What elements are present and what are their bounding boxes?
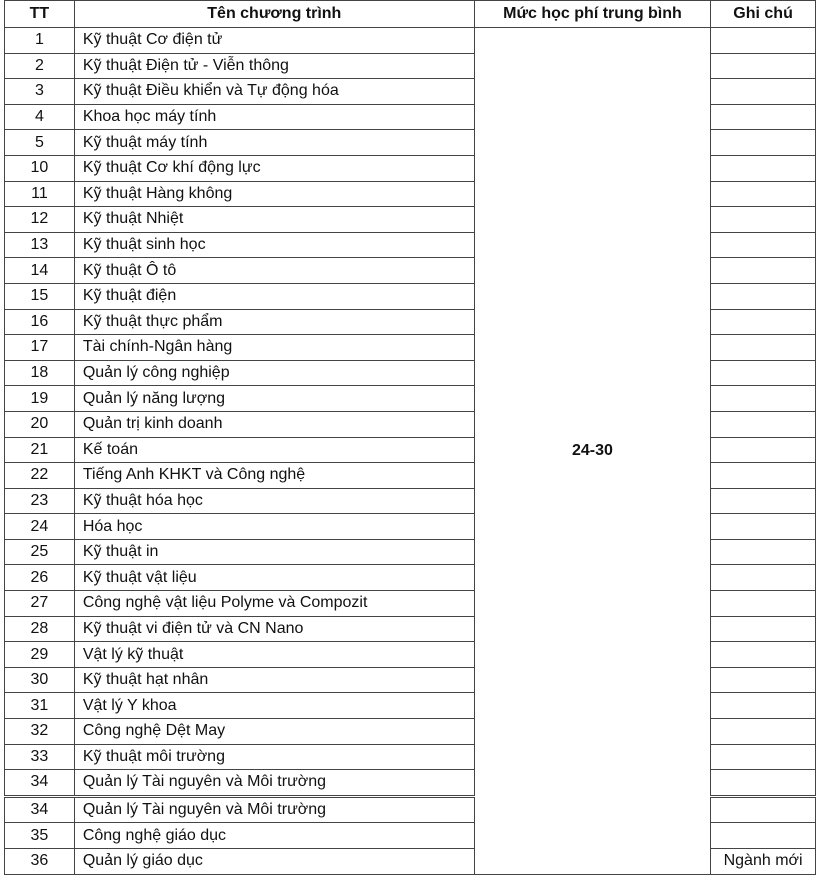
- row-note: [711, 258, 816, 284]
- row-note: [711, 796, 816, 823]
- row-program-name: Kỹ thuật vật liệu: [74, 565, 474, 591]
- row-tt: 34: [5, 770, 75, 797]
- row-program-name: Kỹ thuật Điện tử - Viễn thông: [74, 53, 474, 79]
- row-program-name: Kỹ thuật thực phẩm: [74, 309, 474, 335]
- tuition-table: [4, 0, 816, 875]
- row-program-name: Kỹ thuật Cơ khí động lực: [74, 155, 474, 181]
- row-tt: 11: [5, 181, 75, 207]
- row-program-name: Kỹ thuật hóa học: [74, 488, 474, 514]
- row-program-name: Kỹ thuật Ô tô: [74, 258, 474, 284]
- row-tt: 18: [5, 360, 75, 386]
- row-note: [711, 155, 816, 181]
- row-note: [711, 386, 816, 412]
- row-note: [711, 283, 816, 309]
- row-program-name: Hóa học: [74, 514, 474, 540]
- row-program-name: Quản lý Tài nguyên và Môi trường: [74, 796, 474, 823]
- header-note: Ghi chú: [711, 1, 816, 28]
- row-tt: 20: [5, 411, 75, 437]
- row-note: [711, 693, 816, 719]
- header-row: [5, 1, 816, 28]
- table-row: [5, 28, 816, 54]
- row-program-name: Công nghệ giáo dục: [74, 823, 474, 849]
- row-tt: 15: [5, 283, 75, 309]
- row-note: [711, 28, 816, 54]
- row-tt: 4: [5, 104, 75, 130]
- row-tt: 5: [5, 130, 75, 156]
- row-tt: 25: [5, 539, 75, 565]
- row-note: [711, 130, 816, 156]
- row-note: [711, 104, 816, 130]
- row-program-name: Tài chính-Ngân hàng: [74, 335, 474, 361]
- row-program-name: Kỹ thuật Điều khiển và Tự động hóa: [74, 79, 474, 105]
- header-program-name: Tên chương trình: [74, 1, 474, 28]
- row-program-name: Công nghệ vật liệu Polyme và Compozit: [74, 591, 474, 617]
- row-program-name: Kỹ thuật máy tính: [74, 130, 474, 156]
- row-note: [711, 232, 816, 258]
- row-program-name: Kế toán: [74, 437, 474, 463]
- row-tt: 13: [5, 232, 75, 258]
- row-tt: 21: [5, 437, 75, 463]
- row-note: [711, 642, 816, 668]
- row-note: [711, 514, 816, 540]
- row-tt: 28: [5, 616, 75, 642]
- row-tt: 27: [5, 591, 75, 617]
- row-program-name: Quản trị kinh doanh: [74, 411, 474, 437]
- row-note: [711, 437, 816, 463]
- row-note: Ngành mới: [711, 849, 816, 875]
- row-tt: 33: [5, 744, 75, 770]
- header-tt: TT: [5, 1, 75, 28]
- row-note: [711, 335, 816, 361]
- row-note: [711, 79, 816, 105]
- row-tt: 34: [5, 796, 75, 823]
- row-program-name: Quản lý Tài nguyên và Môi trường: [74, 770, 474, 797]
- row-program-name: Kỹ thuật vi điện tử và CN Nano: [74, 616, 474, 642]
- row-tt: 32: [5, 719, 75, 745]
- row-note: [711, 207, 816, 233]
- row-tt: 30: [5, 667, 75, 693]
- row-note: [711, 53, 816, 79]
- row-note: [711, 667, 816, 693]
- row-tt: 35: [5, 823, 75, 849]
- row-tt: 14: [5, 258, 75, 284]
- row-tt: 22: [5, 463, 75, 489]
- row-tt: 19: [5, 386, 75, 412]
- row-program-name: Kỹ thuật Cơ điện tử: [74, 28, 474, 54]
- row-program-name: Quản lý năng lượng: [74, 386, 474, 412]
- row-tt: 26: [5, 565, 75, 591]
- row-tt: 10: [5, 155, 75, 181]
- row-tt: 1: [5, 28, 75, 54]
- average-fee-value: 24-30: [474, 28, 710, 875]
- row-tt: 16: [5, 309, 75, 335]
- row-program-name: Công nghệ Dệt May: [74, 719, 474, 745]
- row-tt: 17: [5, 335, 75, 361]
- row-note: [711, 591, 816, 617]
- row-program-name: Quản lý công nghiệp: [74, 360, 474, 386]
- row-note: [711, 823, 816, 849]
- row-note: [711, 719, 816, 745]
- table-body: [5, 28, 816, 875]
- row-program-name: Kỹ thuật in: [74, 539, 474, 565]
- row-program-name: Khoa học máy tính: [74, 104, 474, 130]
- row-note: [711, 565, 816, 591]
- row-program-name: Tiếng Anh KHKT và Công nghệ: [74, 463, 474, 489]
- row-tt: 12: [5, 207, 75, 233]
- row-note: [711, 463, 816, 489]
- row-tt: 29: [5, 642, 75, 668]
- row-note: [711, 309, 816, 335]
- header-average-fee: Mức học phí trung bình: [474, 1, 710, 28]
- row-program-name: Kỹ thuật điện: [74, 283, 474, 309]
- row-program-name: Kỹ thuật Nhiệt: [74, 207, 474, 233]
- row-program-name: Kỹ thuật sinh học: [74, 232, 474, 258]
- row-program-name: Kỹ thuật Hàng không: [74, 181, 474, 207]
- row-note: [711, 616, 816, 642]
- row-note: [711, 539, 816, 565]
- row-tt: 23: [5, 488, 75, 514]
- row-note: [711, 744, 816, 770]
- row-tt: 31: [5, 693, 75, 719]
- row-note: [711, 360, 816, 386]
- row-note: [711, 488, 816, 514]
- row-tt: 36: [5, 849, 75, 875]
- row-program-name: Kỹ thuật hạt nhân: [74, 667, 474, 693]
- row-program-name: Kỹ thuật môi trường: [74, 744, 474, 770]
- row-tt: 2: [5, 53, 75, 79]
- row-note: [711, 181, 816, 207]
- row-program-name: Vật lý Y khoa: [74, 693, 474, 719]
- row-tt: 3: [5, 79, 75, 105]
- row-note: [711, 411, 816, 437]
- row-program-name: Quản lý giáo dục: [74, 849, 474, 875]
- row-program-name: Vật lý kỹ thuật: [74, 642, 474, 668]
- row-note: [711, 770, 816, 797]
- row-tt: 24: [5, 514, 75, 540]
